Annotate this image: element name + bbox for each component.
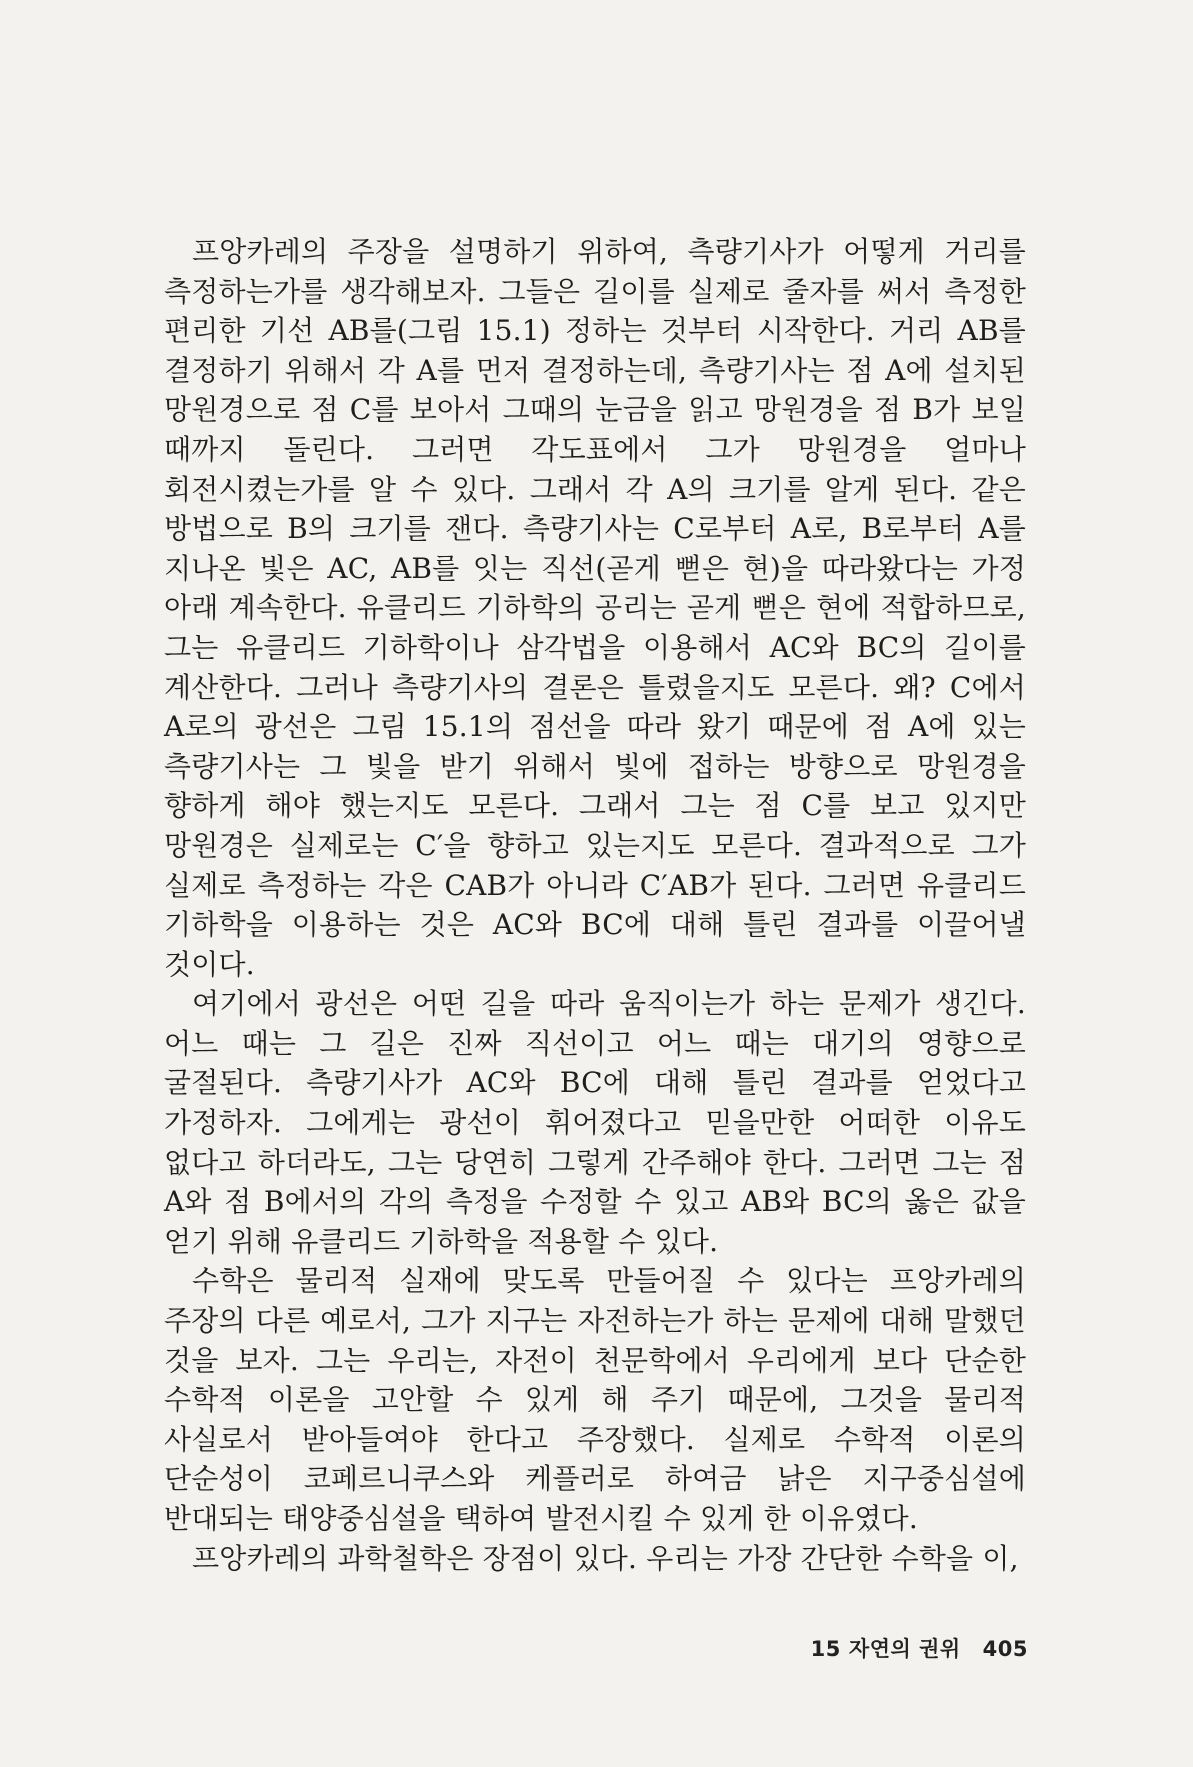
- paragraph-2: 여기에서 광선은 어떤 길을 따라 움직이는가 하는 문제가 생긴다. 어느 때는 그 길은 진짜 직선이고 어느 때는 대기의 영향으로 굴절된다. 측량기사가 AC와 BC에 대해 틀린 결과를 얻었다고 가정하자. 그에게는 광선이 휘어졌다고 믿을만한 어떠한 이유도 없다고 하더라도, 그는 당연히 그렇게 간주해야 한다. 그러면 그는 점 A와 점 B에서의 각의 측정을 수정할 수 있고 AB와 BC의 옳은 값을 얻기 위해 유클리드 기하학을 적용할 수 있다.: [164, 987, 1026, 1258]
- chapter-title: 자연의 권위: [848, 1637, 961, 1661]
- chapter-number: 15: [810, 1637, 841, 1661]
- page-number: 405: [982, 1637, 1028, 1661]
- paragraph-3: 수학은 물리적 실재에 맞도록 만들어질 수 있다는 프앙카레의 주장의 다른 예로서, 그가 지구는 자전하는가 하는 문제에 대해 말했던 것을 보자. 그는 우리는, 자전이 천문학에서 우리에게 보다 단순한 수학적 이론을 고안할 수 있게 해 주기 때문에, 그것을 물리적 사실로서 받아들여야 한다고 주장했다. 실제로 수학적 이론의 단순성이 코페르니쿠스와 케플러로 하여금 낡은 지구중심설에 반대되는 태양중심설을 택하여 발전시킬 수 있게 한 이유였다.: [164, 1264, 1026, 1535]
- paragraph-1: 프앙카레의 주장을 설명하기 위하여, 측량기사가 어떻게 거리를 측정하는가를 생각해보자. 그들은 길이를 실제로 줄자를 써서 측정한 편리한 기선 AB를(그림 15.1) 정하는 것부터 시작한다. 거리 AB를 결정하기 위해서 각 A를 먼저 결정하는데, 측량기사는 점 A에 설치된 망원경으로 점 C를 보아서 그때의 눈금을 읽고 망원경을 점 B가 보일 때까지 돌린다. 그러면 각도표에서 그가 망원경을 얼마나 회전시켰는가를 알 수 있다. 그래서 각 A의 크기를 알게 된다. 같은 방법으로 B의 크기를 잰다. 측량기사는 C로부터 A로, B로부터 A를 지나온 빛은 AC, AB를 잇는 직선(곧게 뻗은 현)을 따라왔다는 가정 아래 계속한다. 유클리드 기하학의 공리는 곧게 뻗은 현에 적합하므로, 그는 유클리드 기하학이나 삼각법을 이용해서 AC와 BC의 길이를 계산한다. 그러나 측량기사의 결론은 틀렸을지도 모른다. 왜? C에서 A로의 광선은 그림 15.1의 점선을 따라 왔기 때문에 점 A에 있는 측량기사는 그 빛을 받기 위해서 빛에 접하는 방향으로 망원경을 향하게 해야 했는지도 모른다. 그래서 그는 점 C를 보고 있지만 망원경은 실제로는 C′을 향하고 있는지도 모른다. 결과적으로 그가 실제로 측정하는 각은 CAB가 아니라 C′AB가 된다. 그러면 유클리드 기하학을 이용하는 것은 AC와 BC에 대해 틀린 결과를 이끌어낼 것이다.: [164, 235, 1026, 981]
- paragraph-4: 프앙카레의 과학철학은 장점이 있다. 우리는 가장 간단한 수학을 이,: [192, 1541, 1019, 1575]
- body-text: [164, 232, 1026, 1578]
- page-footer: [811, 1633, 1028, 1663]
